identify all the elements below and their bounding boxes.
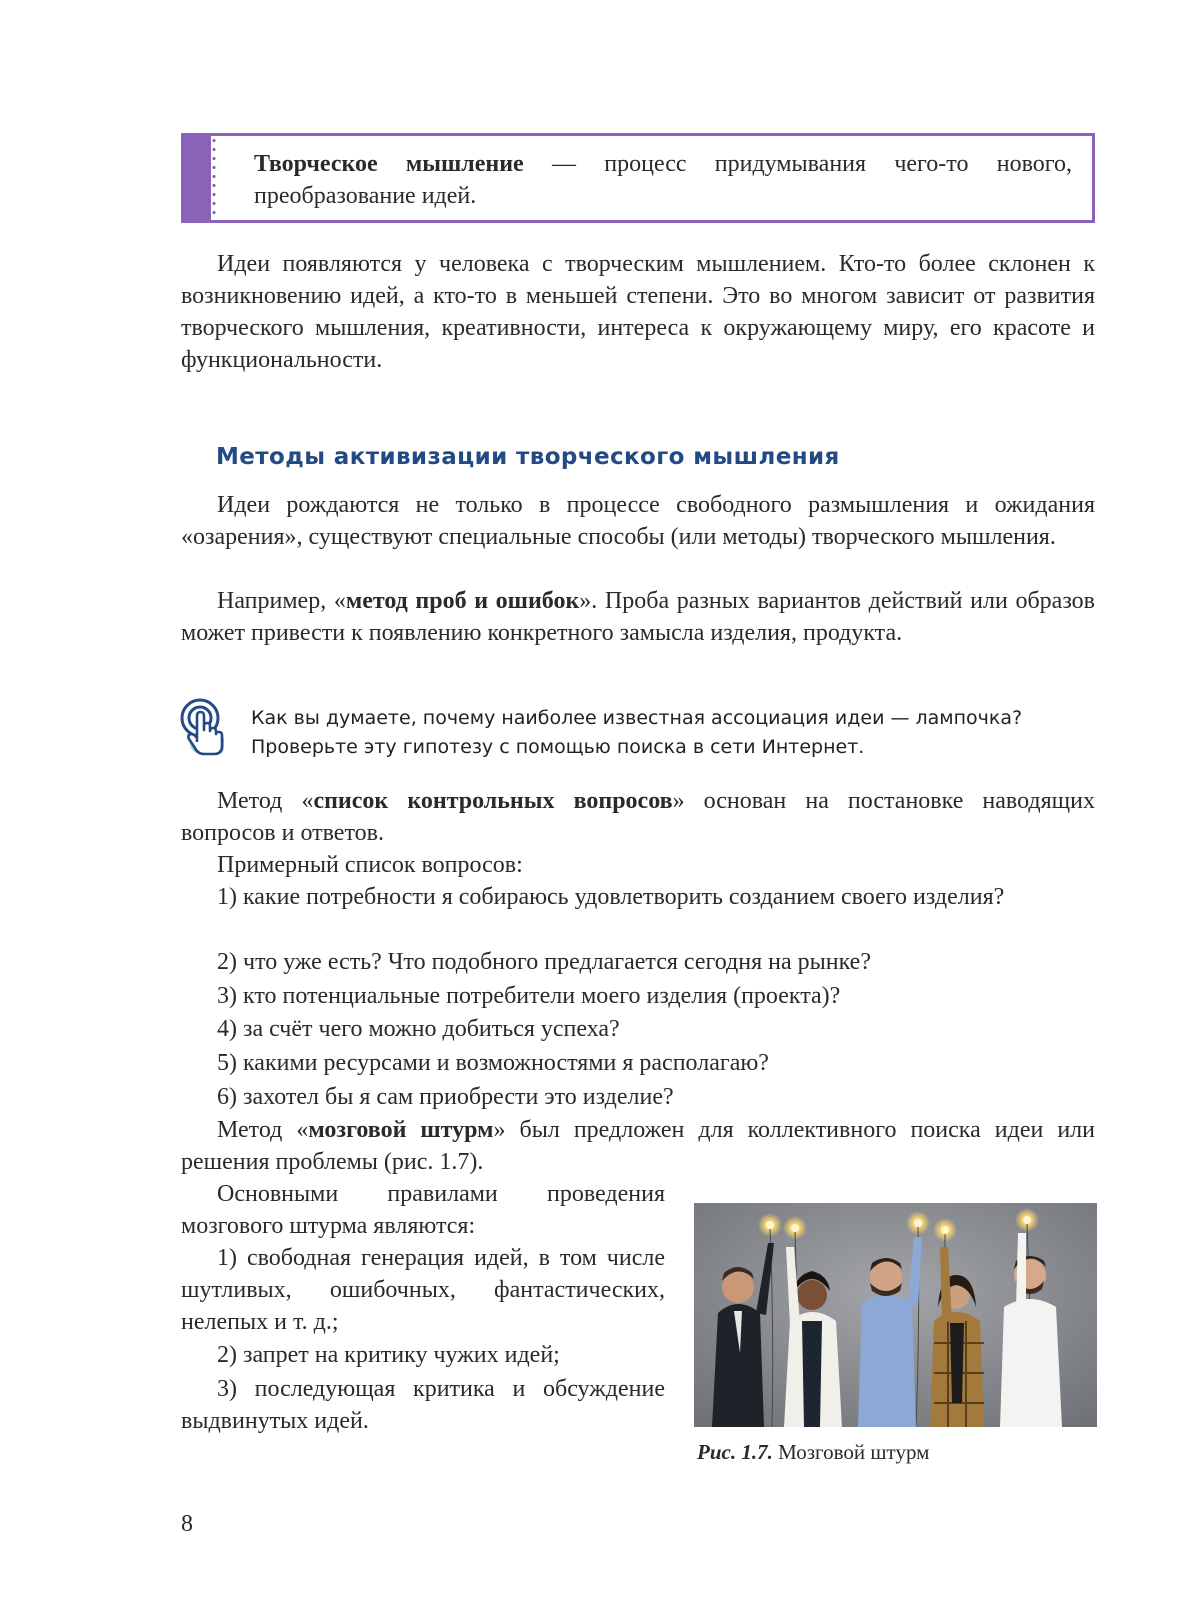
definition-box: [181, 133, 1095, 223]
callout-question: Как вы думаете, почему наиболее известная ассоциация идеи — лампочка?: [251, 707, 1023, 729]
figure-label: Рис. 1.7.: [697, 1440, 773, 1464]
figure-title: Мозговой штурм: [778, 1440, 930, 1464]
checklist-method-paragraph: [181, 785, 1095, 849]
trial-error-paragraph: [181, 585, 1095, 649]
figure-caption: [697, 1438, 1097, 1466]
trial-error-lead: Например, «: [217, 588, 346, 614]
brainstorm-lead: Метод «: [217, 1117, 309, 1143]
rule-item-3: 3) последующая критика и обсуждение выдвинутых идей.: [181, 1376, 665, 1434]
question-item-2: 2) что уже есть? Что подобного предлагается сегодня на рынке?: [217, 949, 871, 975]
questions-intro: Примерный список вопросов:: [217, 852, 523, 878]
question-item-3: 3) кто потенциальные потребители моего изделия (проекта)?: [217, 983, 841, 1009]
rule-item-1: 1) свободная генерация идей, в том числе шутливых, ошибочных, фантастических, нелепых и т. д.;: [181, 1245, 665, 1335]
trial-error-body: ». Проба разных вариантов действий или образов может привести к появлению конкретного замысла изделия, продукта.: [181, 588, 1096, 646]
question-item-6: 6) захотел бы я сам приобрести это изделие?: [217, 1084, 674, 1110]
question-item-4: 4) за счёт чего можно добиться успеха?: [217, 1016, 620, 1042]
rule-item-2: 2) запрет на критику чужих идей;: [217, 1342, 560, 1368]
checklist-body: » основан на постановке наводящих вопросов и ответов.: [181, 788, 1095, 846]
brainstorm-body: » был предложен для коллективного поиска идеи или решения проблемы (рис. 1.7).: [181, 1117, 1095, 1175]
methods-paragraph: Идеи рождаются не только в процессе свободного размышления и ожидания «озарения», существуют специальные способы (или методы) творческого мышления.: [181, 492, 1095, 550]
brainstorm-photo: [694, 1203, 1097, 1427]
definition-accent-bar: [181, 133, 211, 223]
definition-text: [254, 148, 1072, 212]
question-item-1: 1) какие потребности я собираюсь удовлетворить созданием своего изделия?: [217, 884, 1005, 910]
brainstorm-method-paragraph: [181, 1114, 1095, 1178]
trial-error-term: метод проб и ошибок: [345, 588, 580, 614]
definition-term: Творческое мышление: [254, 151, 524, 177]
page-number: 8: [181, 1511, 193, 1537]
checklist-lead: Метод «: [217, 788, 314, 814]
brainstorm-term: мозговой штурм: [308, 1117, 494, 1143]
checklist-term: список контрольных вопросов: [313, 788, 673, 814]
callout-text: [251, 704, 1096, 762]
intro-paragraph: Идеи появляются у человека с творческим мышлением. Кто-то более склонен к возникновению идей, а кто-то в меньшей степени. Это во многом зависит от развития творческого мышления, креативности, интереса к окружающему миру, его красоте и функциональности.: [181, 251, 1095, 373]
callout-task: Проверьте эту гипотезу с помощью поиска в сети Интернет.: [251, 736, 865, 758]
rules-intro: Основными правилами проведения мозгового штурма являются:: [181, 1181, 665, 1239]
definition-body: — процесс придумывания чего-то нового, преобразование идей.: [254, 151, 1072, 209]
question-item-5: 5) какими ресурсами и возможностями я располагаю?: [217, 1050, 769, 1076]
touch-hand-icon: [180, 698, 226, 758]
definition-dotted-border: [211, 136, 217, 220]
section-heading: Методы активизации творческого мышления: [216, 444, 840, 470]
